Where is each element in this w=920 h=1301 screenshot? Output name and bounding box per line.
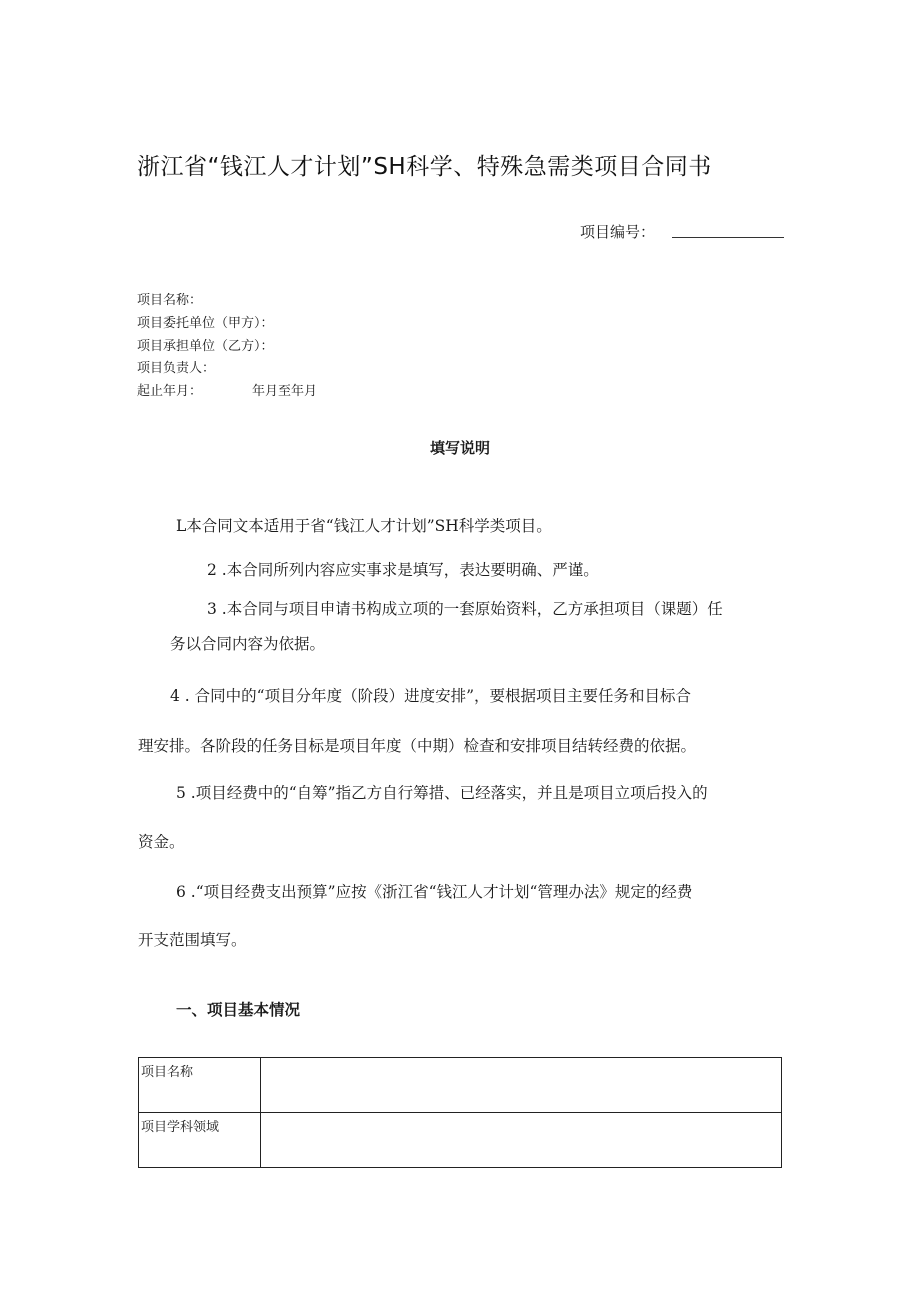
section-heading-basic-info: 一、项目基本情况 [176,1001,301,1019]
instruction-item-3-cont: 务以合同内容为依据。 [170,635,326,653]
field-party-a: 项目委托单位（甲方）： [137,316,274,331]
instruction-item-2: 2 .本合同所列内容应实事求是填写，表达要明确、严谨。 [207,561,599,579]
table-row [139,1058,782,1113]
field-project-name: 项目名称： [137,293,203,308]
instruction-item-5: 5 .项目经费中的“自筹”指乙方自行筹措、已经落实，并且是项目立项后投入的 [176,784,708,802]
instruction-item-4-cont: 理安排。各阶段的任务目标是项目年度（中期）检查和安排项目结转经费的依据。 [138,737,697,755]
basic-info-table [138,1057,782,1168]
table-cell-label: 项目名称 [139,1058,261,1113]
instruction-item-3: 3 .本合同与项目申请书构成立项的一套原始资料，乙方承担项目（课题）任 [207,600,723,618]
instruction-item-5-cont: 资金。 [138,833,185,851]
instructions-title: 填写说明 [429,439,490,457]
field-period: 起止年月： [137,384,203,399]
project-number-field[interactable] [672,237,784,238]
instruction-item-1: L本合同文本适用于省“钱江人才计划”SH科学类项目。 [176,517,552,535]
instruction-item-4: 4 . 合同中的“项目分年度（阶段）进度安排”，要根据项目主要任务和目标合 [170,687,691,705]
table-cell-value[interactable] [261,1113,782,1168]
document-title: 浙江省“钱江人才计划”SH科学、特殊急需类项目合同书 [137,154,712,180]
field-project-leader: 项目负责人： [137,361,216,376]
table-row [139,1113,782,1168]
instruction-item-6: 6 .“项目经费支出预算”应按《浙江省“钱江人才计划“管理办法》规定的经费 [176,883,693,901]
field-party-b: 项目承担单位（乙方）： [137,339,274,354]
table-cell-label: 项目学科领域 [139,1113,261,1168]
project-number-label: 项目编号： [580,223,656,241]
instruction-item-6-cont: 开支范围填写。 [138,931,247,949]
period-range: 年月至年月 [252,384,318,399]
table-cell-value[interactable] [261,1058,782,1113]
